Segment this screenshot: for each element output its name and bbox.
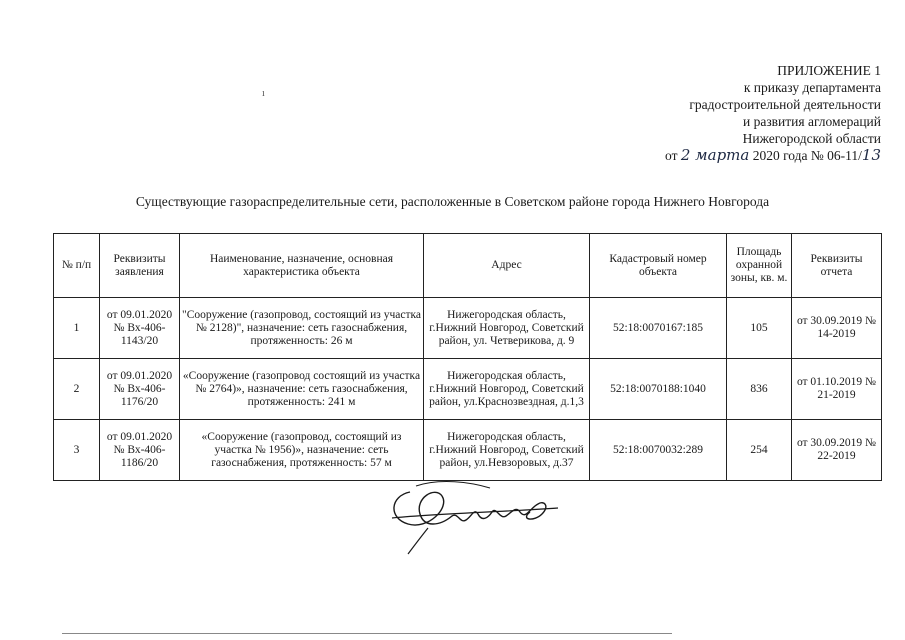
- cell-num: 1: [54, 298, 100, 359]
- cell-report: от 30.09.2019 № 22-2019: [792, 420, 882, 481]
- cell-request: от 09.01.2020 № Вх-406-1143/20: [100, 298, 180, 359]
- cell-address: Нижегородская область, г.Нижний Новгород, Советский район, ул. Четверикова, д. 9: [424, 298, 590, 359]
- date-prefix: от: [665, 148, 678, 163]
- cell-address: Нижегородская область, г.Нижний Новгород, Советский район, ул.Невзоровых, д.37: [424, 420, 590, 481]
- cell-name: «Сооружение (газопровод, состоящий из участка № 1956)», назначение: сеть газоснабжения, протяженность: 57 м: [180, 420, 424, 481]
- table-row: [54, 298, 882, 359]
- handwritten-date: 2 марта: [680, 146, 750, 164]
- scan-bottom-edge: [62, 633, 672, 634]
- cell-area: 254: [727, 420, 792, 481]
- date-year: 2020 года № 06-11/: [752, 148, 862, 163]
- header-name: Наименование, назначение, основная характеристика объекта: [180, 234, 424, 298]
- document-title: Существующие газораспределительные сети, расположенные в Советском районе города Нижнего Новгорода: [135, 194, 770, 209]
- cell-area: 836: [727, 359, 792, 420]
- scan-mark: ı: [262, 88, 265, 99]
- cell-name: "Сооружение (газопровод, состоящий из участка № 2128)", назначение: сеть газоснабжения, протяженность: 26 м: [180, 298, 424, 359]
- cell-report: от 01.10.2019 № 21-2019: [792, 359, 882, 420]
- cell-request: от 09.01.2020 № Вх-406-1176/20: [100, 359, 180, 420]
- cell-address: Нижегородская область, г.Нижний Новгород, Советский район, ул.Краснозвездная, д.1,3: [424, 359, 590, 420]
- header-request: Реквизиты заявления: [100, 234, 180, 298]
- header-report: Реквизиты отчета: [792, 234, 882, 298]
- appendix-line: Нижегородской области: [742, 131, 881, 146]
- table-row: [54, 359, 882, 420]
- table-row: [54, 420, 882, 481]
- cell-num: 2: [54, 359, 100, 420]
- cell-request: от 09.01.2020 № Вх-406-1186/20: [100, 420, 180, 481]
- header-cadastral: Кадастровый номер объекта: [590, 234, 727, 298]
- cell-cadastral: 52:18:0070032:289: [590, 420, 727, 481]
- appendix-title: ПРИЛОЖЕНИЕ 1: [777, 63, 881, 78]
- cell-cadastral: 52:18:0070188:1040: [590, 359, 727, 420]
- appendix-line: к приказу департамента: [743, 80, 881, 95]
- handwritten-signature: [380, 478, 570, 558]
- cell-area: 105: [727, 298, 792, 359]
- cell-name: «Сооружение (газопровод состоящий из участка № 2764)», назначение: сеть газоснабжения, протяженность: 241 м: [180, 359, 424, 420]
- header-area: Площадь охранной зоны, кв. м.: [727, 234, 792, 298]
- table-header-row: [54, 234, 882, 298]
- cell-report: от 30.09.2019 № 14-2019: [792, 298, 882, 359]
- order-date-line: [665, 147, 881, 164]
- objects-table: [53, 233, 882, 481]
- appendix-line: и развития агломераций: [742, 114, 881, 129]
- handwritten-number: 13: [861, 146, 881, 164]
- appendix-block: [665, 62, 881, 164]
- cell-cadastral: 52:18:0070167:185: [590, 298, 727, 359]
- header-num: № п/п: [54, 234, 100, 298]
- cell-num: 3: [54, 420, 100, 481]
- header-address: Адрес: [424, 234, 590, 298]
- appendix-line: градостроительной деятельности: [689, 97, 881, 112]
